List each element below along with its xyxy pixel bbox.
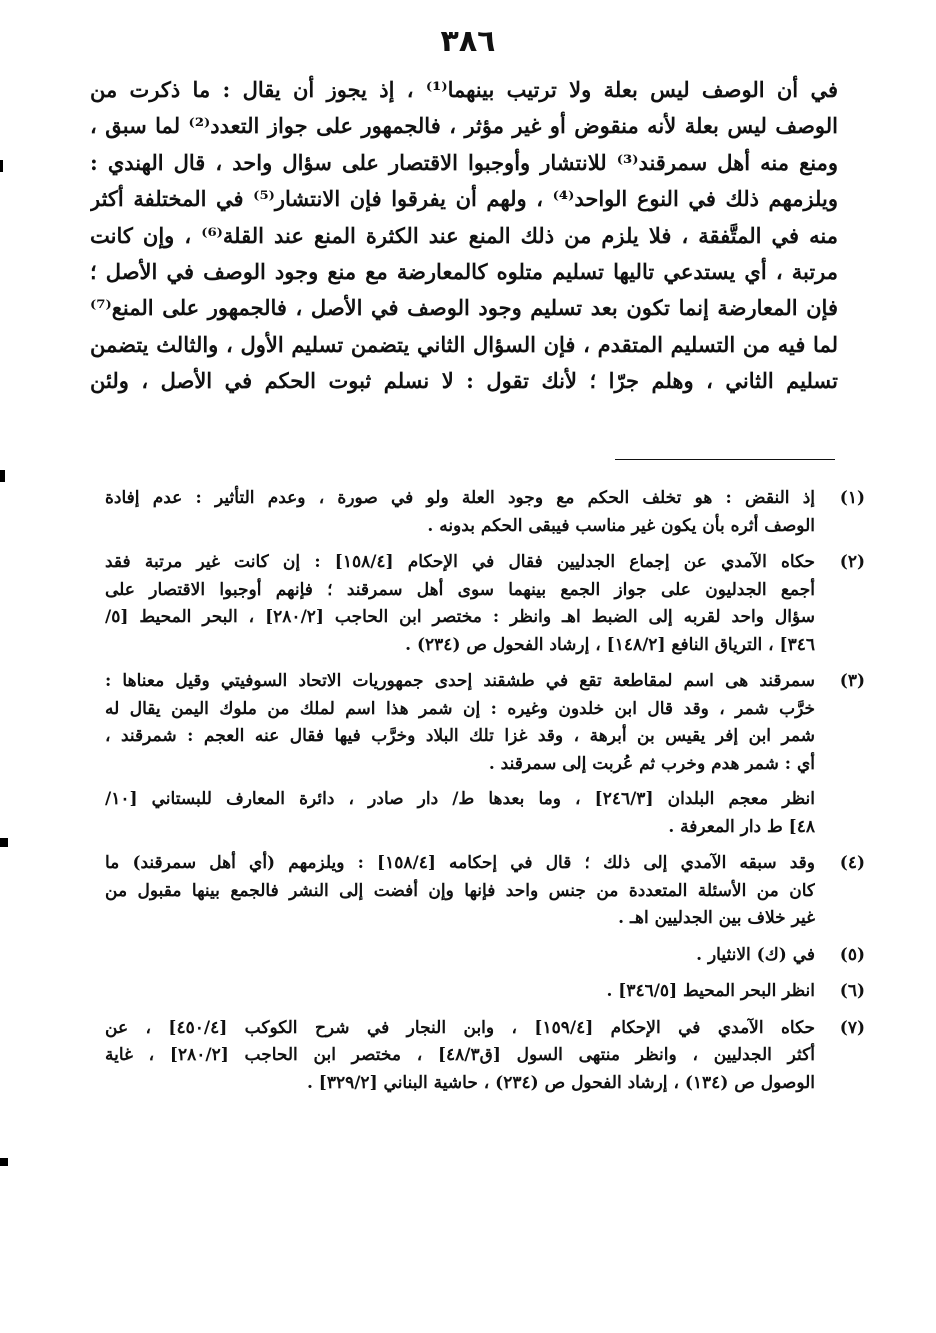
body-line: ويلزمهم ذلك في النوع الواحد⁽⁴⁾ ، ولهم أن يفرقوا فإن الانتشار⁽⁵⁾ في المختلفة أكثر bbox=[90, 186, 838, 212]
body-line: لما فيه من التسليم المتقدم ، فإن السؤال الثاني يتضمن تسليم الأول ، والثالث يتضمن bbox=[90, 331, 838, 357]
footnote-number: (٢) bbox=[839, 552, 865, 572]
footnote-line: أجمع الجدليون على جواز الجمع بينهما سوى أهل سمرقند ؛ فإنهم أوجبوا الاقتصار على bbox=[105, 579, 815, 600]
footnote-line: الوصول ص (١٣٤) ، إرشاد الفحول ص (٢٣٤) ، حاشية البناني [٣٢٩/٢] . bbox=[306, 1072, 815, 1093]
scan-mark bbox=[0, 1158, 8, 1166]
main-body-text bbox=[90, 72, 838, 400]
footnote-number: (٧) bbox=[839, 1017, 865, 1038]
footnote-number: (٥) bbox=[839, 944, 865, 965]
footnotes-section bbox=[105, 485, 865, 1106]
scan-mark bbox=[0, 838, 8, 847]
footnote-number: (٦) bbox=[839, 981, 865, 1001]
footnote-gap bbox=[105, 778, 815, 786]
footnote-number: (١) bbox=[839, 488, 865, 508]
footnote-line: أي : شمر هدم وخرب ثم عُربت إلى سمرقند . bbox=[488, 753, 815, 774]
footnote-4 bbox=[105, 850, 865, 933]
footnote-7 bbox=[105, 1015, 865, 1098]
footnote-2 bbox=[105, 549, 865, 659]
footnote-line: غير خلاف بين الجدليين اهـ . bbox=[618, 908, 815, 928]
footnote-3 bbox=[105, 668, 865, 841]
footnote-6 bbox=[105, 978, 865, 1006]
footnote-5 bbox=[105, 942, 865, 970]
footnote-line: وقد سبقه الآمدي إلى ذلك ؛ قال في إحكامه [١٥٨/٤] : ويلزمهم (أي أهل سمرقند) ما bbox=[105, 853, 815, 873]
footnote-line: الوصف أثره بأن يكون غير مناسب فيبقى الحكم بدونه . bbox=[427, 515, 815, 536]
footnote-line: انظر معجم البلدان [٢٤٦/٣] ، وما بعدها ط/ دار صادر ، دائرة المعارف للبستاني [١٠/ bbox=[105, 789, 815, 809]
footnote-line: أكثر الجدليين ، وانظر منتهى السول [ق٤٨/٣] ، مختصر ابن الحاجب [٢٨٠/٢] ، غاية bbox=[105, 1045, 815, 1065]
footnote-line: إذ النقض : هو تخلف الحكم مع وجود العلة ولو في صورة ، وعدم التأثير : عدم إفادة bbox=[105, 488, 815, 508]
footnote-line: في (ك) الانثيار . bbox=[696, 944, 815, 965]
scan-mark bbox=[0, 160, 3, 172]
footnote-line: انظر البحر المحيط [٣٤٦/٥] . bbox=[606, 981, 815, 1001]
footnote-line: حكاه الآمدي في الإحكام [١٥٩/٤] ، وابن النجار في شرح الكوكب [٤٥٠/٤] ، عن bbox=[105, 1017, 815, 1038]
scan-mark bbox=[0, 470, 5, 482]
body-line: ومنع منه أهل سمرقند⁽³⁾ للانتشار وأوجبوا الاقتصار على سؤال واحد ، قال الهندي : bbox=[90, 149, 838, 175]
footnote-number: (٤) bbox=[839, 853, 865, 873]
page-number: ٣٨٦ bbox=[440, 24, 496, 59]
footnote-line: خرَّب شمر ، وقد قال ابن خلدون وغيره : إن شمر هذا اسم لملك من ملوك اليمن يقال له bbox=[105, 698, 815, 719]
footnote-separator bbox=[615, 459, 835, 460]
body-line: تسليم الثاني ، وهلم جرّا ؛ لأنك تقول : لا نسلم ثبوت الحكم في الأصل ، ولئن bbox=[90, 368, 838, 394]
footnote-line: حكاه الآمدي عن إجماع الجدليين فقال في الإحكام [١٥٨/٤] : إن كانت غير مرتبة فقد bbox=[105, 552, 815, 572]
body-line: الوصف ليس بعلة لأنه منقوض أو غير مؤثر ، فالجمهور على جواز التعدد⁽²⁾ لما سبق ، bbox=[90, 113, 838, 139]
footnote-line: شمر ابن إفر يقيس بن أبرهة ، وقد غزا تلك البلاد وخرَّب فيها فقال عنه العجم : شمرقند ، bbox=[105, 726, 815, 746]
footnote-line: ٤٨] ط دار المعرفة . bbox=[668, 816, 815, 837]
footnote-line: سمرقند هى اسم لمقاطعة تقع في طشقند إحدى جمهوريات الاتحاد السوفيتي وقيل معناها : bbox=[105, 671, 815, 691]
footnote-number: (٣) bbox=[839, 671, 865, 691]
footnote-line: سؤال واحد لقربه إلى الضبط اهـ وانظر : مختصر ابن الحاجب [٢٨٠/٢] ، البحر المحيط [٥/ bbox=[105, 607, 815, 627]
body-line: في أن الوصف ليس بعلة ولا ترتيب بينهما⁽¹⁾ ، إذ يجوز أن يقال : ما ذكرت من bbox=[90, 77, 838, 102]
body-line: مرتبة ، أي يستدعي تاليها تسليم متلوه كالمعارضة مع منع وجود الوصف في الأصل ؛ bbox=[90, 258, 838, 284]
footnote-line: ٣٤٦] ، الترياق النافع [١٤٨/٢] ، إرشاد الفحول ص (٢٣٤) . bbox=[405, 634, 815, 655]
body-line: منه في المتَّفقة ، فلا يلزم من ذلك المنع عند الكثرة المنع عند القلة⁽⁶⁾ ، وإن كانت bbox=[90, 222, 838, 248]
footnote-1 bbox=[105, 485, 865, 540]
body-line: فإن المعارضة إنما تكون بعد تسليم وجود الوصف في الأصل ، فالجمهور على المنع⁽⁷⁾ bbox=[90, 295, 838, 321]
footnote-line: كان من الأسئلة المتعددة من جنس واحد فإنها وإن أفضت إلى النشر فالجمع بينها مقبول من bbox=[105, 880, 815, 901]
